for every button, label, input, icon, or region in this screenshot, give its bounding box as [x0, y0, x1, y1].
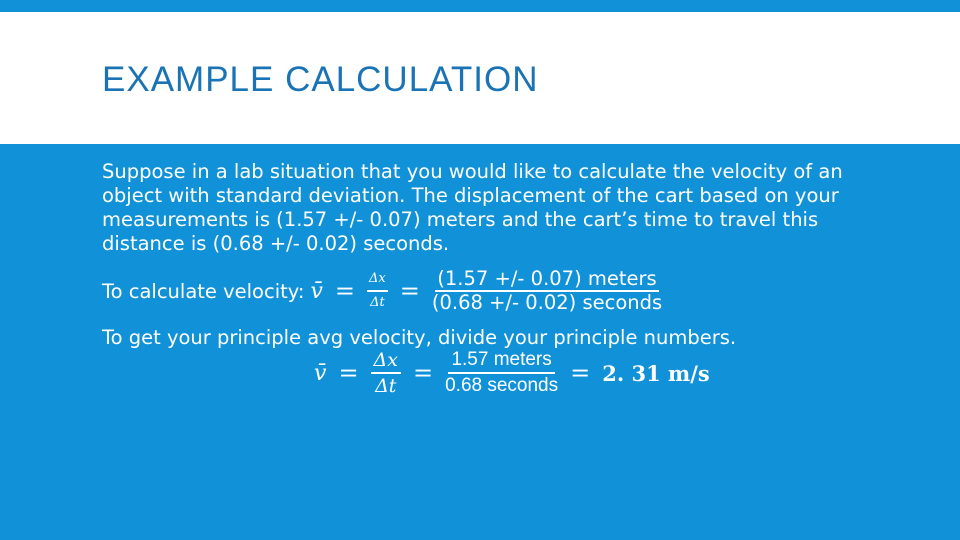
delta-t: Δt: [375, 375, 397, 397]
measurement-fraction: [432, 268, 662, 314]
equals-sign: =: [338, 359, 359, 387]
principle-time: 0.68 seconds: [445, 375, 559, 396]
principle-velocity-equation: [308, 348, 710, 398]
velocity-symbol: v̄: [314, 360, 327, 386]
equals-sign: =: [570, 359, 591, 387]
velocity-equation-line: [102, 268, 668, 314]
delta-x: Δx: [367, 268, 388, 292]
principle-intro-text: To get your principle avg velocity, divide your principle numbers.: [102, 326, 737, 349]
velocity-result: 2. 31 m/s: [602, 360, 710, 386]
principle-fraction: [445, 348, 558, 398]
slide-title: EXAMPLE CALCULATION: [102, 60, 539, 99]
displacement-measurement: (1.57 +/- 0.07) meters: [437, 267, 657, 290]
time-measurement: (0.68 +/- 0.02) seconds: [431, 291, 663, 314]
delta-t: Δt: [370, 295, 385, 310]
delta-fraction: [371, 348, 401, 398]
equals-sign: =: [412, 359, 434, 387]
slide-content: [102, 160, 862, 256]
principle-displacement: 1.57 meters: [448, 348, 554, 374]
equals-sign: =: [399, 277, 420, 305]
velocity-intro-text: To calculate velocity:: [102, 279, 305, 303]
equals-sign: =: [334, 277, 356, 305]
top-accent-bar: [0, 0, 960, 12]
delta-fraction: [367, 268, 388, 314]
problem-paragraph: Suppose in a lab situation that you would like to calculate the velocity of an object with standard deviation. The displacement of the cart based on your measurements is (1.57 +/- 0.07) meters and the cart’s time to travel this distance is (0.68 +/- 0.02) seconds.: [102, 160, 843, 255]
velocity-symbol: v̄: [310, 278, 323, 304]
delta-x: Δx: [371, 348, 401, 374]
